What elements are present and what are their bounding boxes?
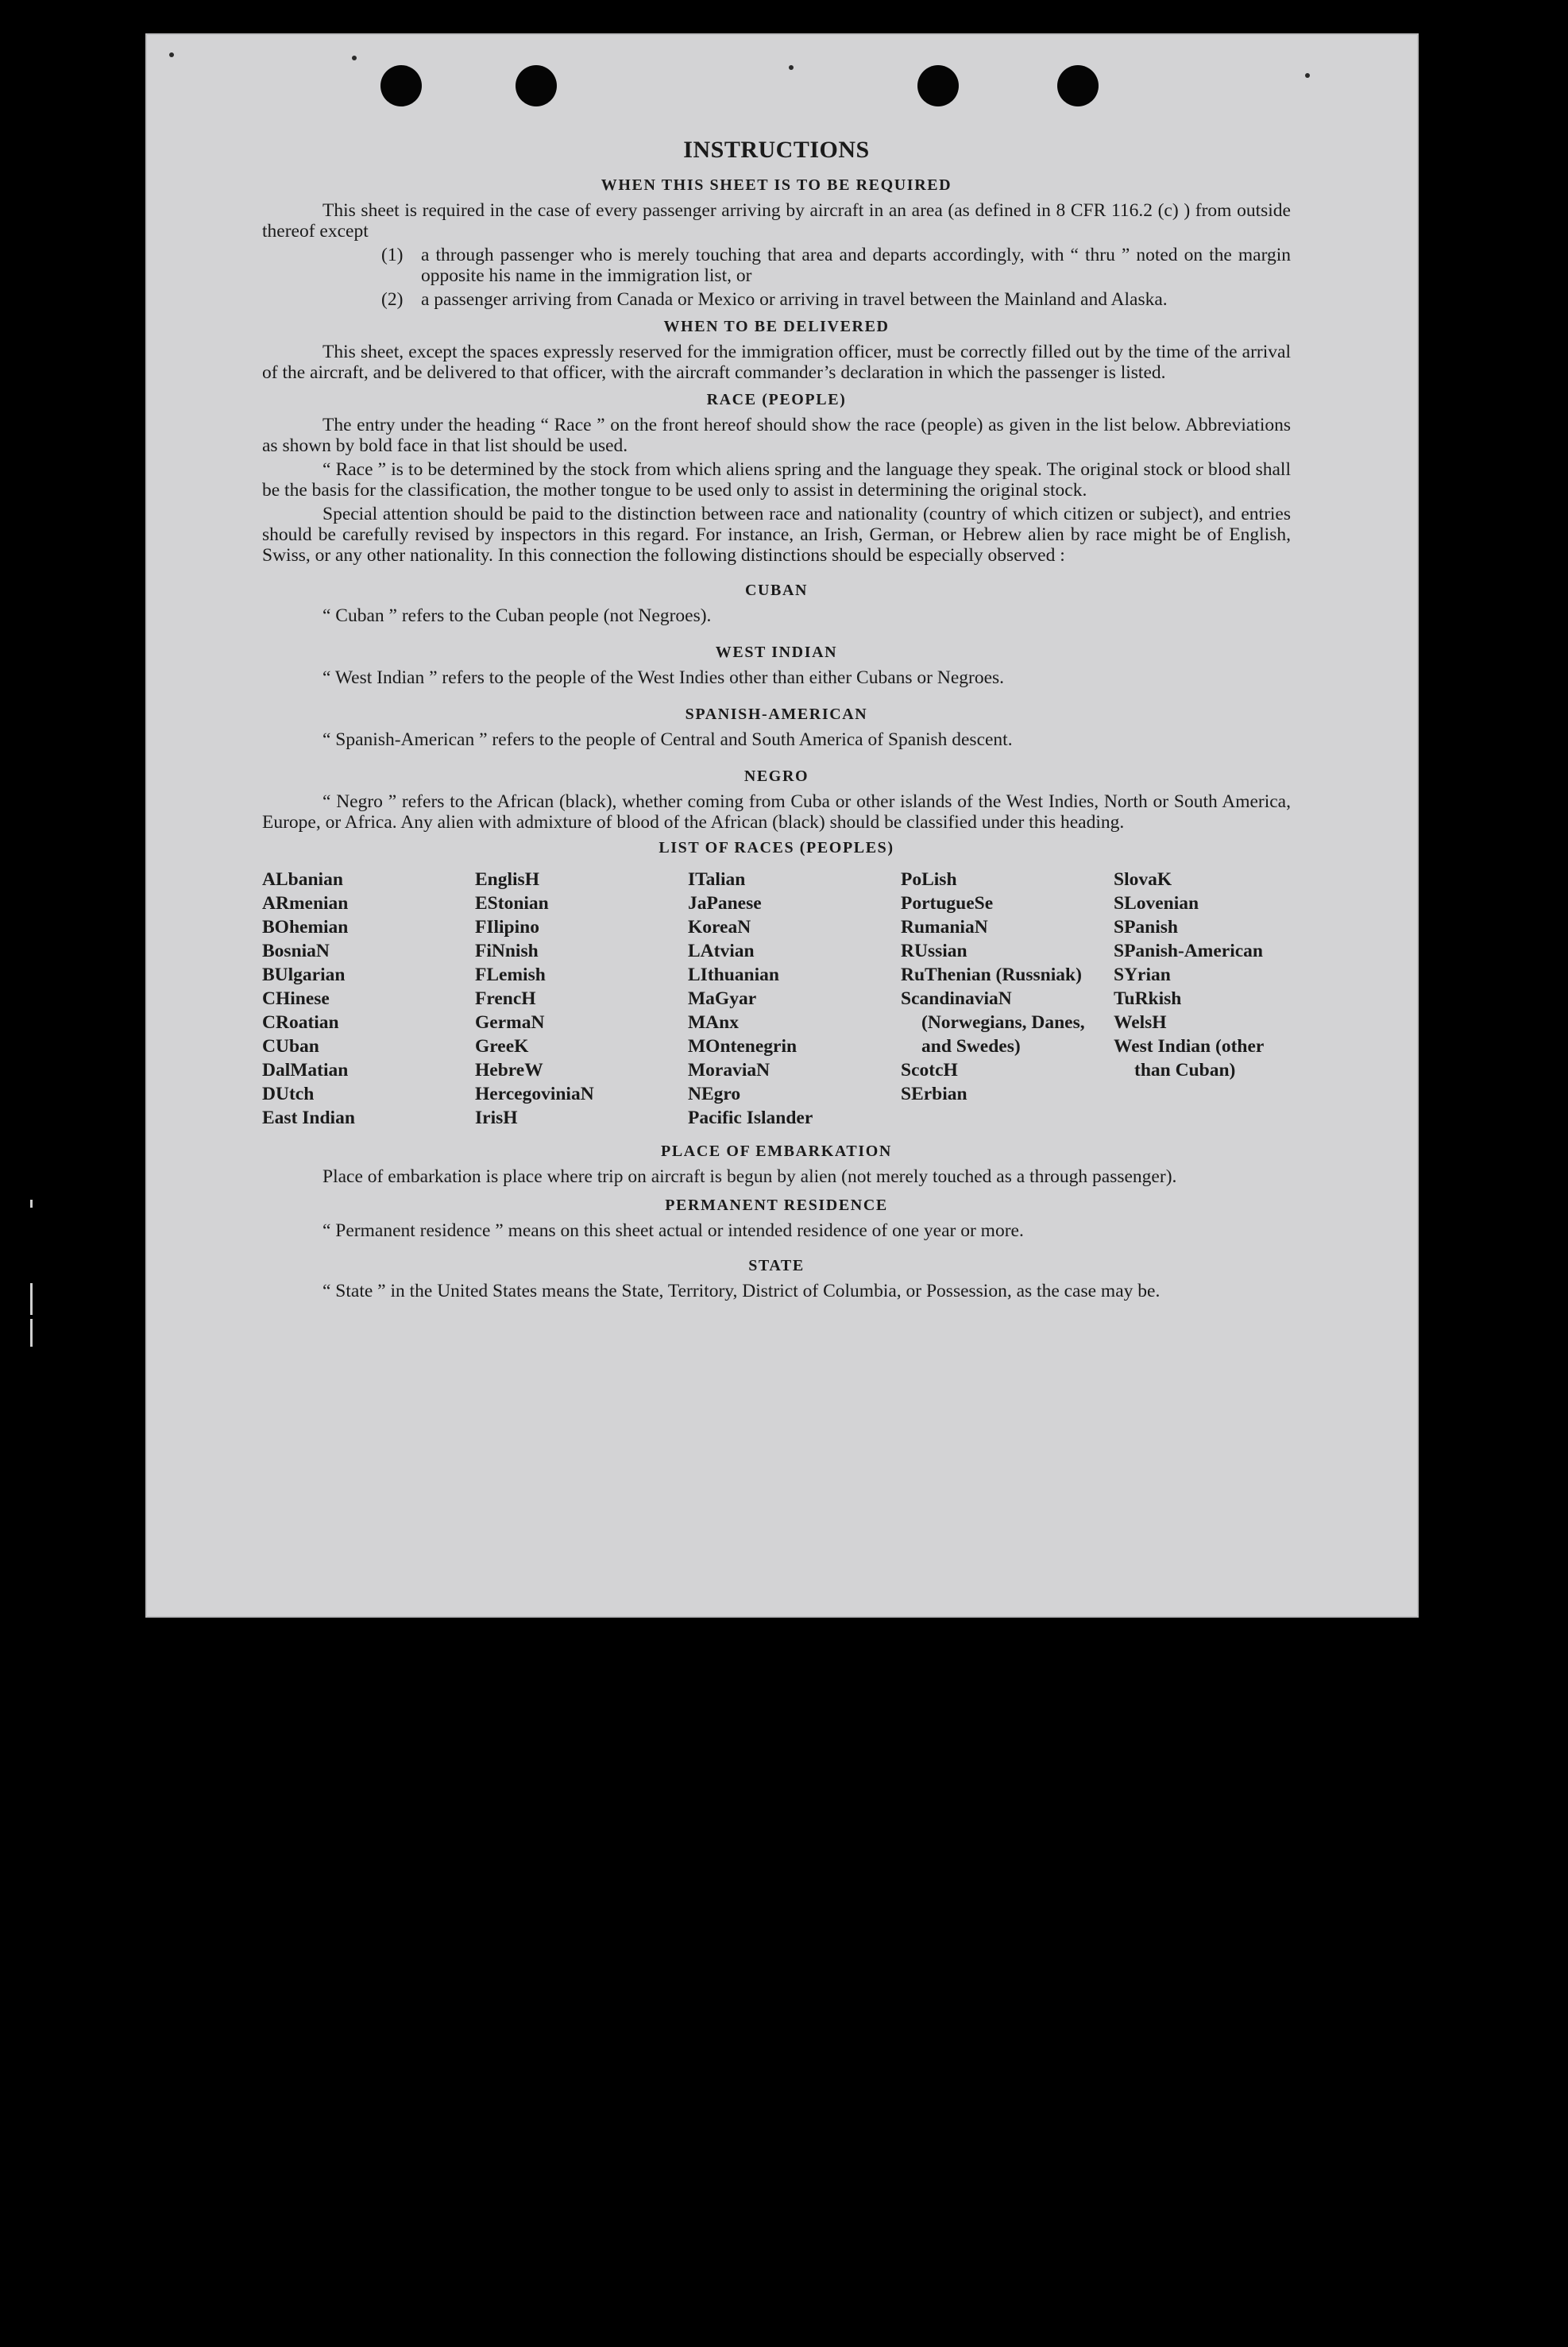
race-entry: EnglisH [475,869,539,890]
race-entry: Pacific Islander [688,1108,813,1128]
race-entry: NEgro [688,1084,741,1104]
races-column [688,868,901,1130]
race-entry: SLovenian [1114,893,1199,914]
exception-number: (1) [381,245,404,265]
paper-speck [1305,73,1310,78]
race-entry: SYrian [1114,965,1171,985]
exception-text: a passenger arriving from Canada or Mexico or arriving in travel between the Mainland and Alaska. [421,289,1168,310]
race-entry: ScandinaviaN (Norwegians, Danes, and Swedes) [901,988,1085,1057]
race-entry: SlovaK [1114,869,1172,890]
races-column [901,868,1114,1130]
section-heading-cuban: CUBAN [744,582,809,599]
race-entry: CUban [262,1036,319,1057]
paper-speck [352,56,357,60]
residence-paragraph: “ Permanent residence ” means on this sheet actual or intended residence of one year or more. [322,1220,1024,1241]
race-entry: WelsH [1114,1012,1167,1033]
race-entry: MaGyar [688,988,757,1009]
race-entry: GreeK [475,1036,529,1057]
state-paragraph: “ State ” in the United States means the State, Territory, District of Columbia, or Possession, as the case may be. [322,1281,1161,1301]
section-heading-spanish-american: SPANISH-AMERICAN [685,706,868,723]
race-entry: LIthuanian [688,965,779,985]
race-entry: ARmenian [262,893,349,914]
race-entry: LAtvian [688,941,755,961]
paper-speck [169,52,174,57]
race-entry: BUlgarian [262,965,346,985]
spanish-american-paragraph: “ Spanish-American ” refers to the people of Central and South America of Spanish descent. [322,729,1013,750]
punch-hole [380,65,422,106]
race-entry: RuThenian (Russniak) [901,965,1082,985]
race-entry: SErbian [901,1084,967,1104]
race-entry: KoreaN [688,917,751,938]
race-entry: BOhemian [262,917,349,938]
section-heading-races-list: LIST OF RACES (PEOPLES) [658,839,894,856]
race-entry: SPanish [1114,917,1178,938]
race-entry: CRoatian [262,1012,339,1033]
race-paragraph-3: Special attention should be paid to the distinction between race and nationality (country of which citizen or subject), and entries should be carefully revised by inspectors in this regard. For instance, an Irish, German, or Hebrew alien by race might be of English, Swiss, or any other nationality. In this connection the following distinctions should be especially observed : [262,504,1291,566]
section-heading-west-indian: WEST INDIAN [715,644,838,661]
race-entry: MAnx [688,1012,739,1033]
race-entry: SPanish-American [1114,941,1263,961]
race-entry: ITalian [688,869,746,890]
races-column [1114,868,1291,1130]
race-entry: RumaniaN [901,917,988,938]
races-column [262,868,475,1130]
race-entry: HebreW [475,1060,543,1081]
exception-text: a through passenger who is merely touching that area and departs accordingly, with “ thru ” noted on the margin opposite his name in the immigration list, or [421,245,1291,286]
section-heading-negro: NEGRO [743,768,809,785]
delivered-paragraph: This sheet, except the spaces expressly reserved for the immigration officer, must be correctly filled out by the time of the arrival of the aircraft, and be delivered to that officer, with the aircraft commander’s declaration in which the passenger is listed. [262,342,1291,383]
section-heading-delivered: WHEN TO BE DELIVERED [663,318,890,335]
section-heading-race: RACE (PEOPLE) [706,391,847,408]
race-entry: MoraviaN [688,1060,770,1081]
west-indian-paragraph: “ West Indian ” refers to the people of the West Indies other than either Cubans or Negroes. [322,667,1005,688]
section-heading-state: STATE [748,1257,805,1274]
race-paragraph-1: The entry under the heading “ Race ” on the front hereof should show the race (people) as given in the list below. Abbreviations as shown by bold face in that list should be used. [262,415,1291,456]
race-entry: ALbanian [262,869,343,890]
race-entry: JaPanese [688,893,762,914]
section-heading-residence: PERMANENT RESIDENCE [665,1197,888,1214]
race-entry: BosniaN [262,941,330,961]
punch-hole [1057,65,1099,106]
required-paragraph: This sheet is required in the case of every passenger arriving by aircraft in an area (as defined in 8 CFR 116.2 (c) ) from outside thereof except [262,200,1291,242]
scan-mark [30,1200,33,1208]
punch-hole [917,65,959,106]
race-entry: HercegoviniaN [475,1084,594,1104]
scan-mark [30,1283,33,1315]
race-paragraph-2: “ Race ” is to be determined by the stock from which aliens spring and the language they speak. The original stock or blood shall be the basis for the classification, the mother tongue to be used only to assist in determining the original stock. [262,459,1291,501]
race-entry: ScotcH [901,1060,958,1081]
cuban-paragraph: “ Cuban ” refers to the Cuban people (not Negroes). [322,605,712,626]
race-entry: FIlipino [475,917,539,938]
document-sheet [145,33,1419,1618]
races-column [475,868,688,1130]
page-title: INSTRUCTIONS [683,137,870,163]
race-entry: GermaN [475,1012,545,1033]
exception-number: (2) [381,289,404,310]
negro-paragraph: “ Negro ” refers to the African (black), whether coming from Cuba or other islands of the West Indies, North or South America, Europe, or Africa. Any alien with admixture of blood of the African (black) should be classified under this heading. [262,791,1291,833]
exception-item [381,245,1291,286]
paper-speck [789,65,794,70]
race-entry: PoLish [901,869,957,890]
instructions-content [262,137,1291,1305]
race-entry: FLemish [475,965,546,985]
section-heading-embarkation: PLACE OF EMBARKATION [661,1143,892,1160]
race-entry: EStonian [475,893,549,914]
race-entry: West Indian (other than Cuban) [1114,1036,1264,1081]
section-heading-required: WHEN THIS SHEET IS TO BE REQUIRED [601,176,952,194]
race-entry: MOntenegrin [688,1036,798,1057]
races-list [262,868,1291,1130]
race-entry: East Indian [262,1108,355,1128]
race-entry: RUssian [901,941,967,961]
race-entry: PortugueSe [901,893,994,914]
scan-mark [30,1319,33,1347]
punch-hole [516,65,557,106]
race-entry: DalMatian [262,1060,349,1081]
embarkation-paragraph: Place of embarkation is place where trip on aircraft is begun by alien (not merely touched as a through passenger). [322,1166,1177,1187]
race-entry: DUtch [262,1084,315,1104]
race-entry: IrisH [475,1108,518,1128]
race-entry: CHinese [262,988,330,1009]
exception-item [381,289,1291,310]
race-entry: TuRkish [1114,988,1182,1009]
race-entry: FiNnish [475,941,539,961]
race-entry: FrencH [475,988,536,1009]
